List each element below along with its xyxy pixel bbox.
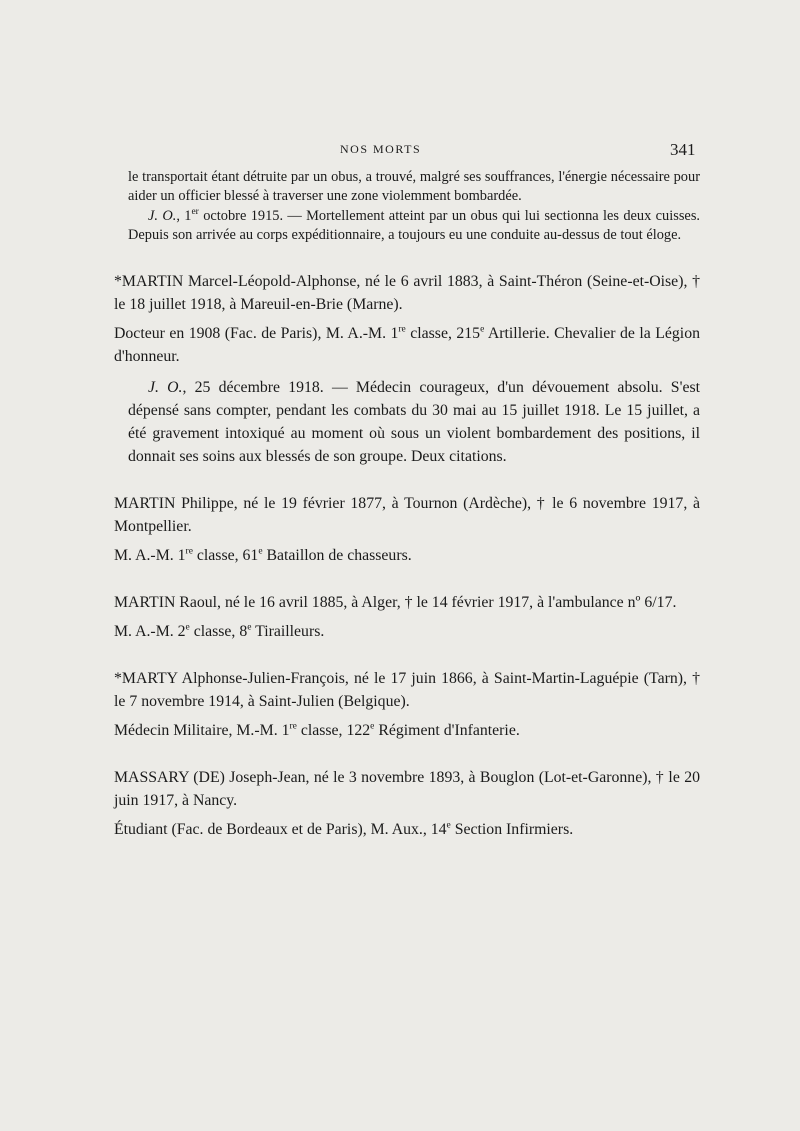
entry-detail bbox=[114, 544, 700, 567]
citation-date-pre: , 1 bbox=[176, 207, 192, 224]
ordinal-sup: e bbox=[446, 820, 451, 831]
citation-ref: J. O. bbox=[148, 378, 183, 396]
detail-text: Régiment d'Infanterie. bbox=[374, 721, 520, 739]
continuation-paragraph: le transportait étant détruite par un obus, a trouvé, malgré ses souffrances, l'énergie nécessaire pour aider un officier blessé à traverser une zone violemment bombardée. bbox=[128, 169, 700, 205]
entry-detail bbox=[114, 719, 700, 742]
entry-martin-raoul bbox=[114, 591, 700, 643]
detail-text: Bataillon de chasseurs. bbox=[262, 546, 412, 564]
detail-text: M. A.-M. 2 bbox=[114, 622, 186, 640]
detail-text: Docteur en 1908 (Fac. de Paris), M. A.-M. 1 bbox=[114, 324, 399, 342]
detail-text: classe, 122 bbox=[296, 721, 371, 739]
ordinal-sup: re bbox=[398, 324, 406, 335]
entry-martin-marcel bbox=[114, 270, 700, 468]
ordinal-sup: er bbox=[191, 207, 199, 218]
detail-text: classe, 215 bbox=[405, 324, 481, 342]
entry-heading: *MARTIN Marcel-Léopold-Alphonse, né le 6 avril 1883, à Saint-Théron (Seine-et-Oise), † le 18 juillet 1918, à Mareuil-en-Brie (Marne). bbox=[114, 272, 700, 313]
ordinal-sup: e bbox=[258, 546, 263, 557]
entry-martin-philippe bbox=[114, 492, 700, 567]
ordinal-sup: e bbox=[480, 324, 485, 335]
entry-heading: MASSARY (DE) Joseph-Jean, né le 3 novembre 1893, à Bouglon (Lot-et-Garonne), † le 20 juin 1917, à Nancy. bbox=[114, 768, 700, 809]
continuation-block bbox=[114, 168, 700, 246]
ordinal-sup: e bbox=[247, 622, 252, 633]
entry-detail bbox=[114, 322, 700, 368]
detail-text: Médecin Militaire, M.-M. 1 bbox=[114, 721, 290, 739]
ordinal-sup: e bbox=[370, 721, 375, 732]
ordinal-sup: re bbox=[289, 721, 297, 732]
running-title: NOS MORTS bbox=[340, 142, 422, 156]
entry-detail bbox=[114, 818, 700, 841]
page-number: 341 bbox=[670, 140, 696, 159]
entry-heading: *MARTY Alphonse-Julien-François, né le 17 juin 1866, à Saint-Martin-Laguépie (Tarn), † le 7 novembre 1914, à Saint-Julien (Belgique). bbox=[114, 669, 700, 710]
citation-ref: J. O. bbox=[148, 207, 177, 224]
entry-marty-alphonse bbox=[114, 667, 700, 742]
continuation-citation bbox=[128, 207, 700, 246]
detail-text: classe, 8 bbox=[189, 622, 248, 640]
citation-block bbox=[114, 376, 700, 468]
entry-detail bbox=[114, 620, 700, 643]
ordinal-sup: e bbox=[185, 622, 190, 633]
detail-text: Tirailleurs. bbox=[251, 622, 325, 640]
ordinal-sup: re bbox=[185, 546, 193, 557]
citation-text: , 25 décembre 1918. — Médecin courageux, d'un dévouement absolu. S'est dépensé sans compter, pendant les combats du 30 mai au 15 juillet 1918. Le 15 juillet, a été gravement intoxiqué au moment où sous un violent bombardement des positions, il donnait ses soins aux blessés de son groupe. Deux citations. bbox=[128, 378, 700, 465]
entry-heading: MARTIN Raoul, né le 16 avril 1885, à Alger, † le 14 février 1917, à l'ambulance nº 6/17. bbox=[114, 593, 677, 611]
detail-text: Étudiant (Fac. de Bordeaux et de Paris), M. Aux., 14 bbox=[114, 820, 447, 838]
detail-text: Section Infirmiers. bbox=[450, 820, 574, 838]
entry-heading: MARTIN Philippe, né le 19 février 1877, à Tournon (Ardèche), † le 6 novembre 1917, à Montpellier. bbox=[114, 494, 700, 535]
detail-text: classe, 61 bbox=[192, 546, 259, 564]
entry-massary-joseph bbox=[114, 766, 700, 841]
citation-text: octobre 1915. — Mortellement atteint par un obus qui lui sectionna les deux cuisses. Depuis son arrivée au corps expéditionnaire, a toujours eu une conduite au-dessus de tout éloge. bbox=[128, 207, 701, 244]
body-text bbox=[114, 168, 700, 841]
citation-paragraph bbox=[128, 376, 700, 468]
detail-text: M. A.-M. 1 bbox=[114, 546, 186, 564]
detail-text: Artillerie. Chevalier de la Légion d'honneur. bbox=[114, 324, 700, 365]
